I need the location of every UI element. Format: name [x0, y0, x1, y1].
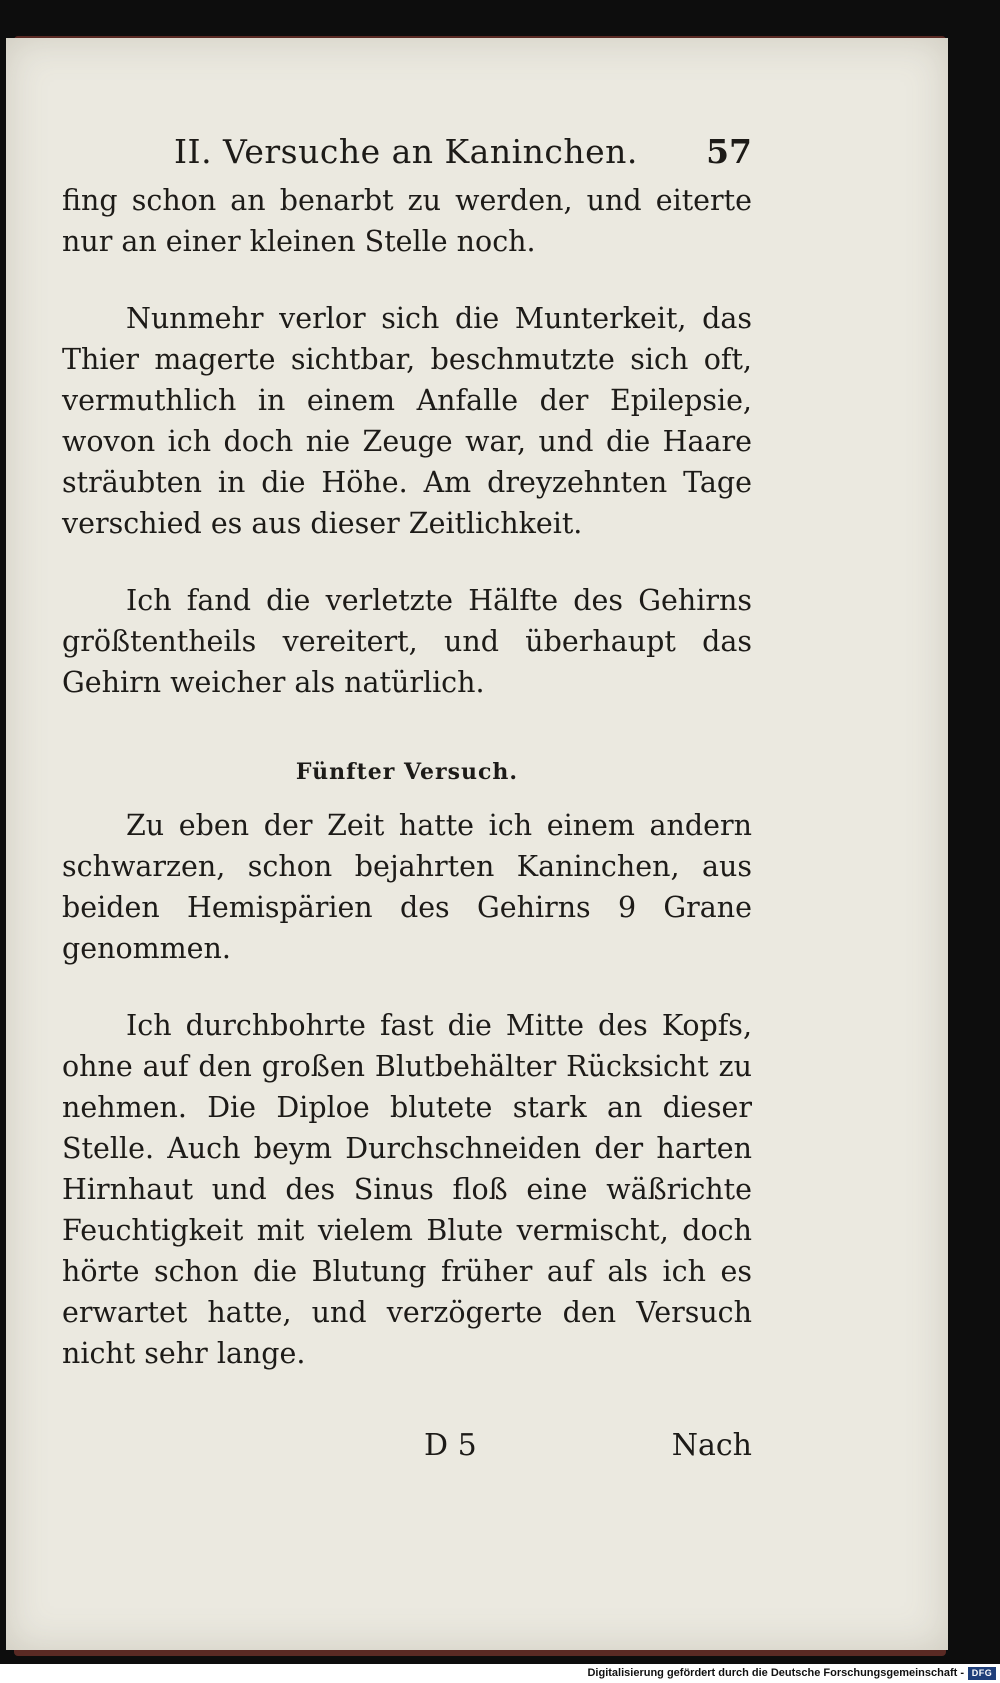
credit-bar — [0, 1664, 1000, 1683]
section-heading: Fünfter Versuch. — [295, 759, 519, 785]
catchword: Nach — [671, 1428, 752, 1463]
running-head — [62, 124, 752, 180]
paragraph-1: Nunmehr verlor sich die Munterkeit, das Thier magerte sichtbar, beschmutzte sich oft, vermuthlich in einem Anfalle der Epilepsie, wovon ich doch nie Zeuge war, und die Haare sträubten in die Höhe. Am dreyzehnten Tage verschied es aus dieser Zeitlichkeit. — [62, 302, 752, 540]
page-content — [62, 124, 752, 1470]
running-title: II. Versuche an Kaninchen. — [174, 132, 638, 171]
book-page — [6, 38, 948, 1650]
credit-text: Digitalisierung gefördert durch die Deutsche Forschungsgemeinschaft - — [587, 1667, 964, 1679]
signature-mark: D 5 — [424, 1428, 477, 1463]
section-paragraph-1: Zu eben der Zeit hatte ich einem andern schwarzen, schon bejahrten Kaninchen, aus beiden Hemispärien des Gehirns 9 Grane genommen. — [62, 809, 752, 965]
dfg-logo: DFG — [968, 1667, 996, 1680]
page-footer — [62, 1422, 752, 1470]
page-number: 57 — [706, 132, 752, 171]
paragraph-2: Ich fand die verletzte Hälfte des Gehirns größtentheils vereitert, und überhaupt das Gehirn weicher als natürlich. — [62, 584, 752, 699]
paragraph-continued: fing schon an benarbt zu werden, und eiterte nur an einer kleinen Stelle noch. — [62, 184, 752, 258]
section-paragraph-2: Ich durchbohrte fast die Mitte des Kopfs, ohne auf den großen Blutbehälter Rücksicht zu nehmen. Die Diploe blutete stark an dieser Stelle. Auch beym Durchschneiden der harten Hirnhaut und des Sinus floß eine wäßrichte Feuchtigkeit mit vielem Blute vermischt, doch hörte schon die Blutung früher auf als ich es erwartet hatte, und verzögerte den Versuch nicht sehr lange. — [62, 1009, 752, 1370]
